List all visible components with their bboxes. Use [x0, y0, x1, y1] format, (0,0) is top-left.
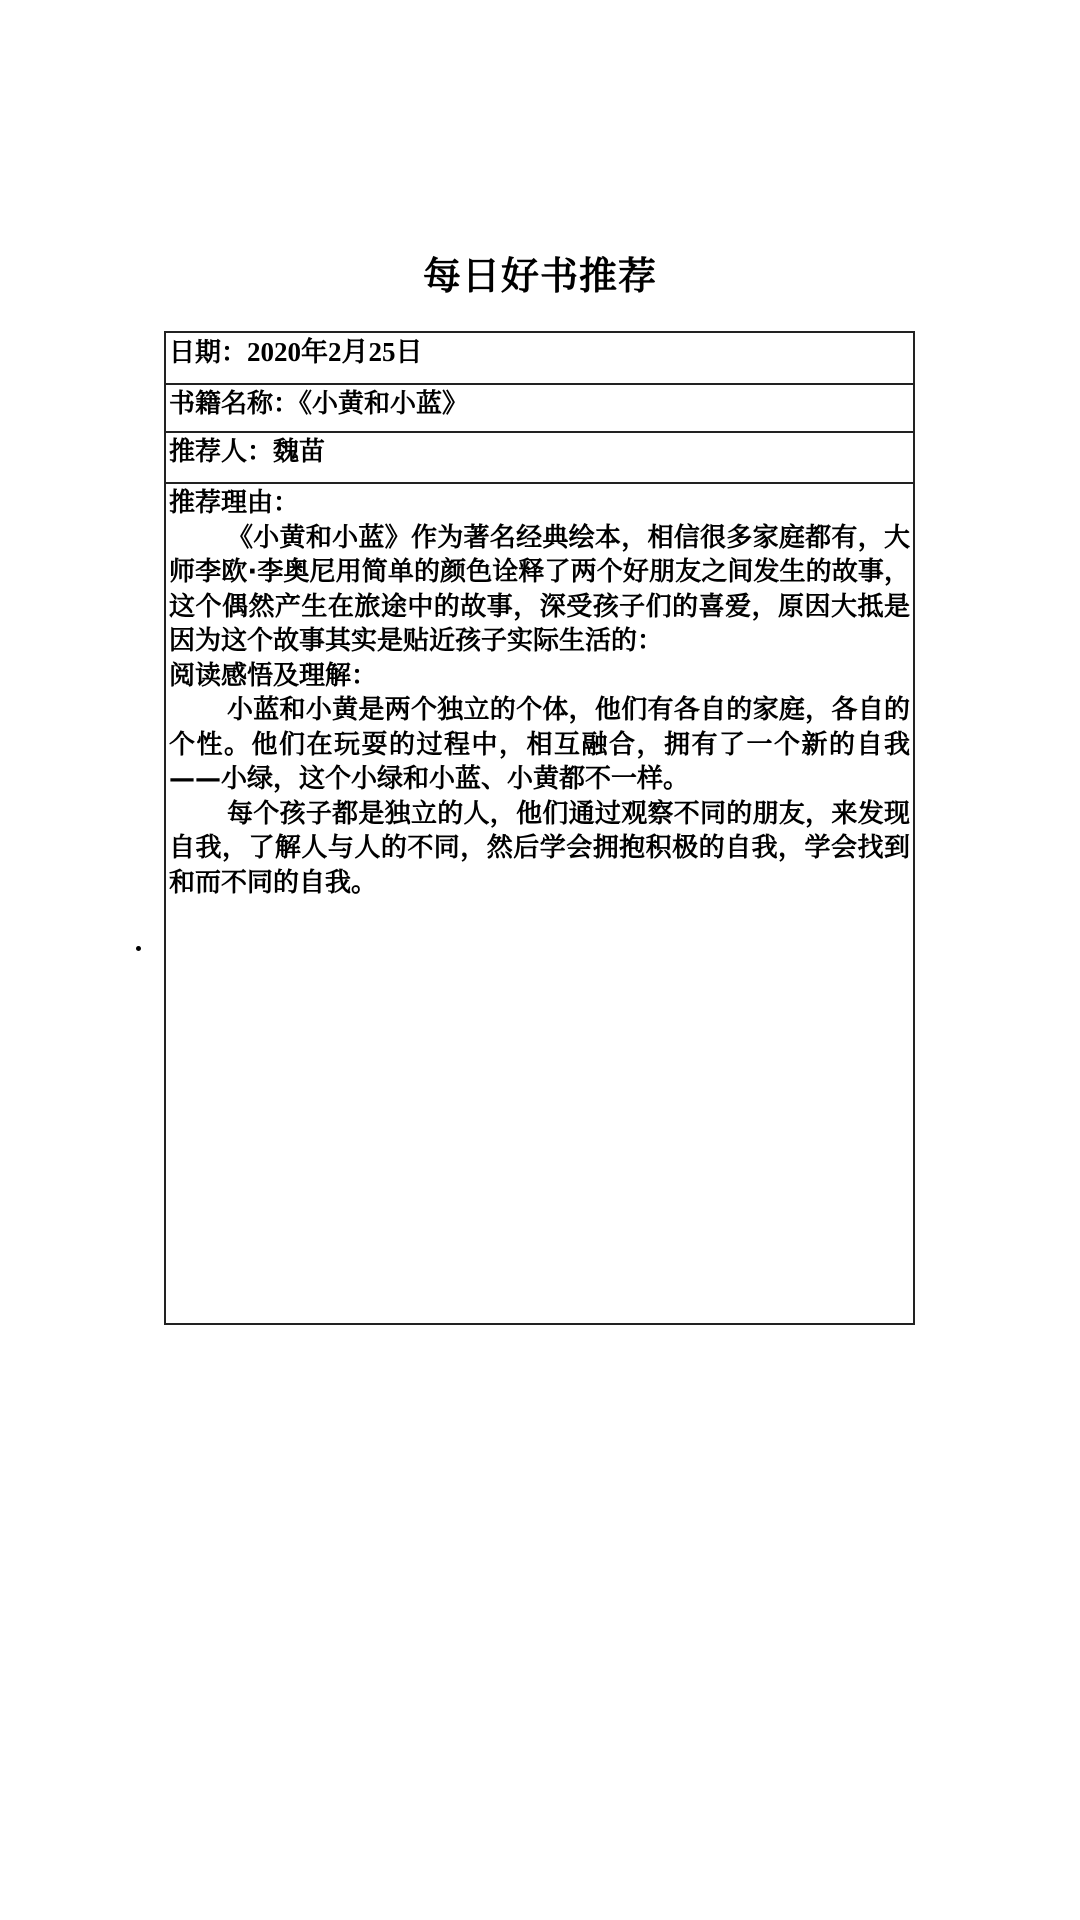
page-title: 每日好书推荐 [422, 254, 657, 298]
date-label: 日期： [169, 338, 248, 368]
reflection-paragraph: 每个孩子都是独立的人，他们通过观察不同的朋友，来发现自我，了解人与人的不同，然后学会拥抱积极的自我，学会找到和而不同的自我。 [169, 798, 910, 898]
recommender-row [166, 433, 913, 484]
recommender-value: 魏苗 [273, 437, 326, 467]
reflection-paragraph: 小蓝和小黄是两个独立的个体，他们有各自的家庭，各自的个性。他们在玩耍的过程中，相互融合，拥有了一个新的自我——小绿，这个小绿和小蓝、小黄都不一样。 [169, 695, 910, 794]
bullet-mark [136, 946, 141, 951]
date-row [166, 333, 913, 385]
reason-paragraph: 《小黄和小蓝》作为著名经典绘本，相信很多家庭都有，大师李欧·李奥尼用简单的颜色诠释了两个好朋友之间发生的故事，这个偶然产生在旅途中的故事，深受孩子们的喜爱，原因大抵是因为这个故事其实是贴近孩子实际生活的： [169, 522, 910, 656]
date-value: 2020年2月25日 [247, 337, 423, 367]
recommendation-table [164, 331, 915, 1325]
book-title-label: 书籍名称： [169, 389, 300, 419]
reflection-label: 阅读感悟及理解： [169, 660, 378, 691]
book-title-row [166, 385, 913, 433]
recommender-label: 推荐人： [169, 437, 274, 467]
content-cell [166, 484, 913, 1323]
reason-label: 推荐理由： [169, 488, 300, 518]
book-title-value: 《小黄和小蓝》 [299, 389, 469, 419]
